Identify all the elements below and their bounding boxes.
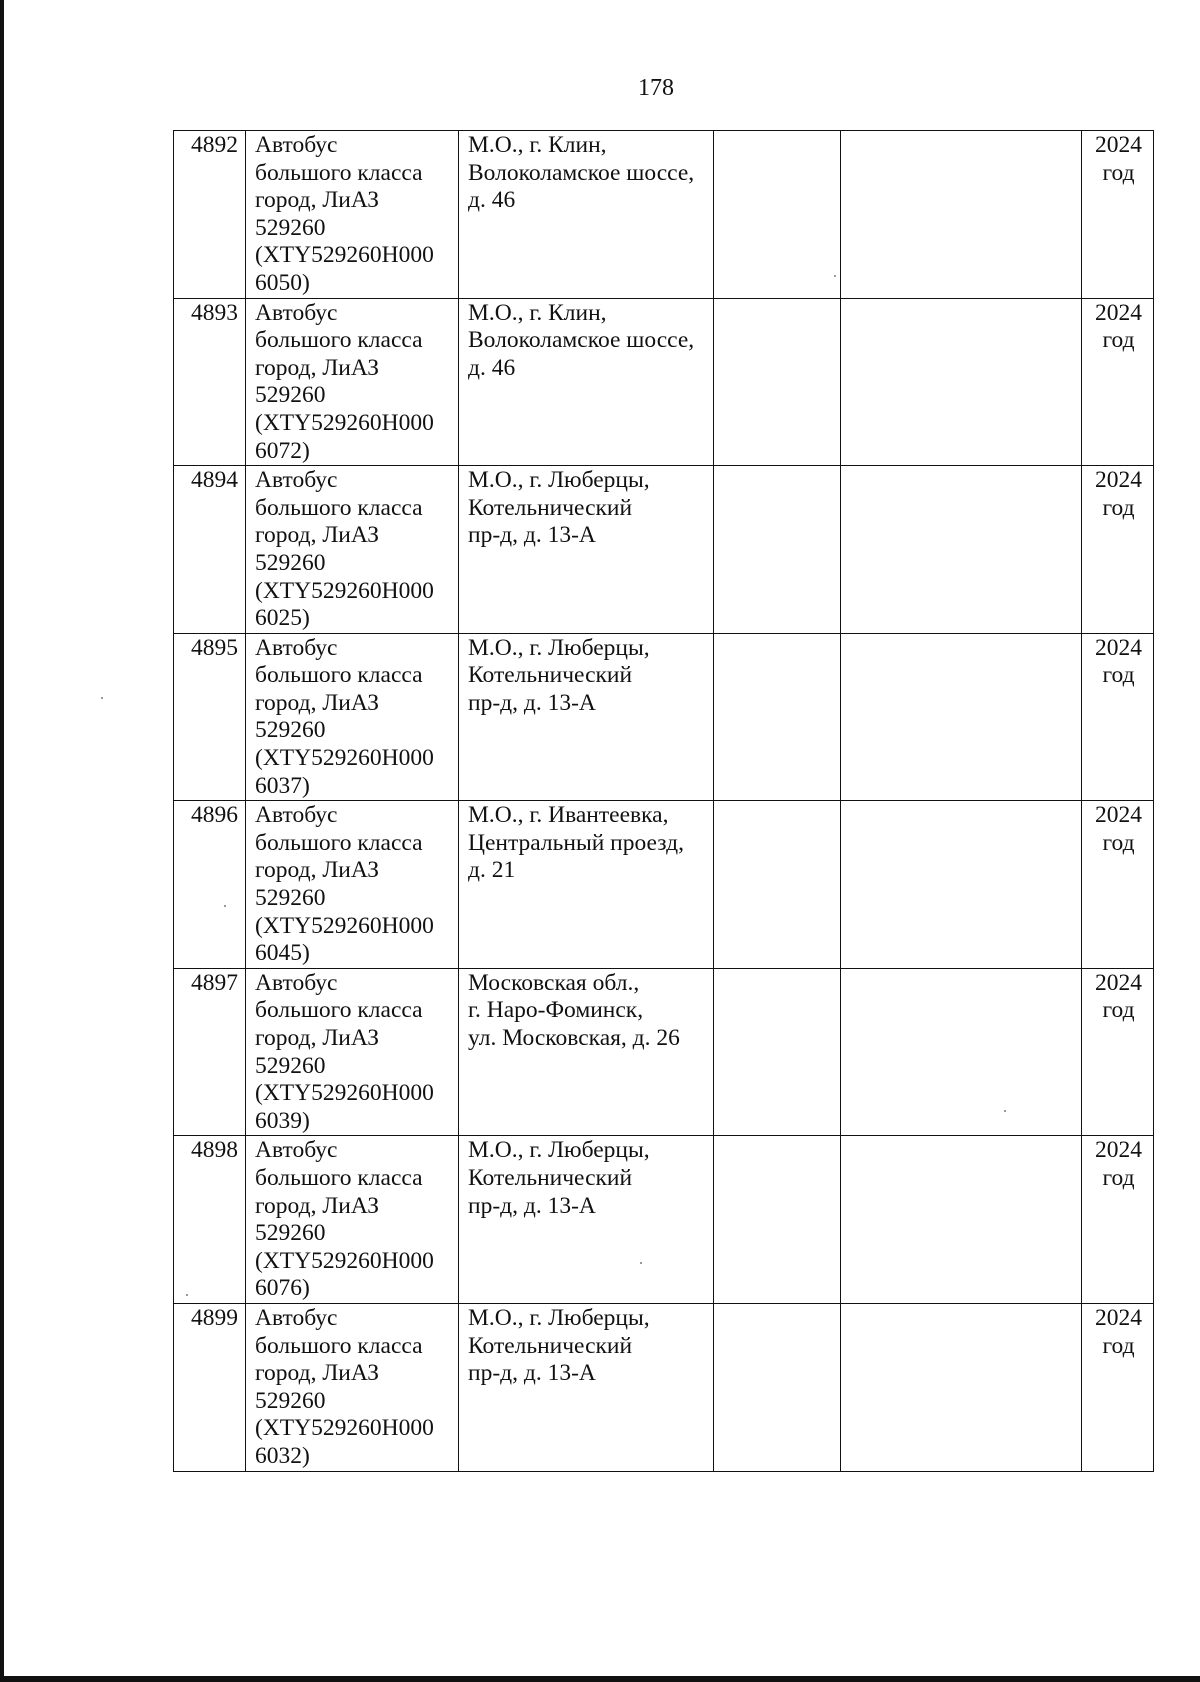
vehicle-description-line: большого класса (255, 159, 423, 186)
empty-cell (714, 131, 841, 299)
vehicle-description-line: Автобус (255, 969, 338, 996)
vehicle-description-line: 529260 (255, 717, 326, 744)
year-value: 2024 (1095, 299, 1142, 326)
year-cell (1082, 801, 1154, 969)
address-cell (459, 801, 714, 969)
address-line: М.О., г. Люберцы, (468, 634, 650, 661)
scan-speck (186, 1294, 188, 1296)
table-row (174, 633, 1154, 801)
year-value: 2024 (1095, 1137, 1142, 1164)
vehicle-description-line: 529260 (255, 382, 326, 409)
scan-speck (224, 905, 226, 907)
vehicle-description-line: город, ЛиАЗ (255, 1192, 380, 1219)
year-value: 2024 (1095, 802, 1142, 829)
empty-cell (841, 968, 1082, 1136)
vehicle-description-line: 6076) (255, 1275, 310, 1302)
address-line: М.О., г. Ивантеевка, (468, 802, 669, 829)
vehicle-description-line: город, ЛиАЗ (255, 354, 380, 381)
year-unit: год (1102, 1332, 1135, 1359)
scan-speck (101, 697, 103, 699)
vehicle-description-cell (246, 131, 459, 299)
table-row (174, 1303, 1154, 1471)
vehicle-description-cell (246, 801, 459, 969)
empty-cell (714, 968, 841, 1136)
empty-cell (841, 633, 1082, 801)
year-unit: год (1102, 662, 1135, 689)
table-body (174, 131, 1154, 1472)
address-line: Котельнический (468, 1332, 633, 1359)
row-number: 4899 (174, 1303, 246, 1471)
row-number: 4893 (174, 298, 246, 466)
scan-bottom-edge (0, 1676, 1200, 1682)
address-cell (459, 968, 714, 1136)
address-cell (459, 466, 714, 634)
vehicle-description-line: 6072) (255, 437, 310, 464)
scan-speck (1004, 1110, 1006, 1112)
table-row (174, 801, 1154, 969)
row-number: 4894 (174, 466, 246, 634)
address-line: М.О., г. Люберцы, (468, 1304, 650, 1331)
year-unit: год (1102, 829, 1135, 856)
address-line: М.О., г. Клин, (468, 299, 607, 326)
vehicle-description-line: большого класса (255, 829, 423, 856)
year-unit: год (1102, 494, 1135, 521)
vehicle-description-line: город, ЛиАЗ (255, 1360, 380, 1387)
year-unit: год (1102, 997, 1135, 1024)
vehicle-description-line: Автобус (255, 467, 338, 494)
vehicle-description-line: город, ЛиАЗ (255, 187, 380, 214)
year-cell (1082, 298, 1154, 466)
year-cell (1082, 1303, 1154, 1471)
address-line: пр-д, д. 13-А (468, 689, 596, 716)
vehicle-description-line: 529260 (255, 1220, 326, 1247)
year-unit: год (1102, 159, 1135, 186)
year-value: 2024 (1095, 132, 1142, 158)
vehicle-description-line: город, ЛиАЗ (255, 689, 380, 716)
row-number: 4897 (174, 968, 246, 1136)
empty-cell (714, 633, 841, 801)
vehicle-description-line: (XTY529260H000 (255, 409, 434, 436)
address-line: М.О., г. Клин, (468, 132, 607, 158)
vehicle-description-line: (XTY529260H000 (255, 577, 434, 604)
year-cell (1082, 466, 1154, 634)
table-row (174, 298, 1154, 466)
address-line: Котельнический (468, 662, 633, 689)
address-cell (459, 1303, 714, 1471)
address-cell (459, 633, 714, 801)
vehicle-description-line: 529260 (255, 1387, 326, 1414)
address-line: Волоколамское шоссе, (468, 327, 695, 354)
empty-cell (841, 298, 1082, 466)
vehicle-description-line: большого класса (255, 1164, 423, 1191)
address-line: М.О., г. Люберцы, (468, 1137, 650, 1164)
empty-cell (841, 466, 1082, 634)
address-line: М.О., г. Люберцы, (468, 467, 650, 494)
vehicle-description-cell (246, 968, 459, 1136)
row-number: 4895 (174, 633, 246, 801)
address-line: д. 21 (468, 857, 516, 884)
vehicle-description-line: Автобус (255, 802, 338, 829)
vehicle-description-line: большого класса (255, 662, 423, 689)
vehicle-description-line: большого класса (255, 1332, 423, 1359)
address-line: д. 46 (468, 187, 516, 214)
vehicle-description-cell (246, 466, 459, 634)
row-number: 4898 (174, 1136, 246, 1304)
vehicle-description-line: 529260 (255, 549, 326, 576)
vehicle-description-line: 6050) (255, 269, 310, 296)
empty-cell (841, 801, 1082, 969)
vehicle-description-line: 6045) (255, 940, 310, 967)
row-number: 4896 (174, 801, 246, 969)
year-cell (1082, 633, 1154, 801)
year-cell (1082, 968, 1154, 1136)
vehicle-description-line: город, ЛиАЗ (255, 857, 380, 884)
address-line: Волоколамское шоссе, (468, 159, 695, 186)
vehicle-registry-table (173, 130, 1154, 1472)
vehicle-description-cell (246, 1303, 459, 1471)
address-line: д. 46 (468, 354, 516, 381)
address-line: Центральный проезд, (468, 829, 684, 856)
vehicle-description-line: Автобус (255, 132, 338, 158)
vehicle-description-line: большого класса (255, 997, 423, 1024)
empty-cell (714, 801, 841, 969)
year-cell (1082, 1136, 1154, 1304)
vehicle-description-line: (XTY529260H000 (255, 1415, 434, 1442)
empty-cell (841, 131, 1082, 299)
table-row (174, 968, 1154, 1136)
vehicle-description-line: город, ЛиАЗ (255, 1025, 380, 1051)
scan-left-edge (0, 0, 4, 1682)
vehicle-description-line: 529260 (255, 1052, 326, 1079)
table-row (174, 466, 1154, 634)
year-value: 2024 (1095, 467, 1142, 494)
table-row (174, 1136, 1154, 1304)
vehicle-description-line: (XTY529260H000 (255, 912, 434, 939)
vehicle-description-line: 6037) (255, 772, 310, 799)
empty-cell (841, 1303, 1082, 1471)
vehicle-description-cell (246, 1136, 459, 1304)
vehicle-description-line: Автобус (255, 1137, 338, 1164)
vehicle-description-line: 529260 (255, 885, 326, 912)
row-number: 4892 (174, 131, 246, 299)
year-unit: год (1102, 327, 1135, 354)
vehicle-description-line: (XTY529260H000 (255, 745, 434, 772)
year-unit: год (1102, 1164, 1135, 1191)
vehicle-description-cell (246, 298, 459, 466)
address-line: Котельнический (468, 1164, 633, 1191)
address-line: ул. Московская, д. 26 (468, 1025, 680, 1051)
vehicle-description-line: Автобус (255, 299, 338, 326)
address-line: пр-д, д. 13-А (468, 1192, 596, 1219)
address-cell (459, 131, 714, 299)
empty-cell (714, 1136, 841, 1304)
year-value: 2024 (1095, 969, 1142, 996)
vehicle-description-cell (246, 633, 459, 801)
empty-cell (841, 1136, 1082, 1304)
year-value: 2024 (1095, 1304, 1142, 1331)
address-line: пр-д, д. 13-А (468, 1360, 596, 1387)
address-line: Московская обл., (468, 969, 640, 996)
address-cell (459, 298, 714, 466)
vehicle-description-line: 6025) (255, 605, 310, 632)
vehicle-description-line: Автобус (255, 634, 338, 661)
vehicle-description-line: 6032) (255, 1442, 310, 1469)
address-line: пр-д, д. 13-А (468, 522, 596, 549)
empty-cell (714, 466, 841, 634)
vehicle-description-line: (XTY529260H000 (255, 1247, 434, 1274)
scan-speck (640, 1262, 642, 1264)
vehicle-description-line: Автобус (255, 1304, 338, 1331)
empty-cell (714, 298, 841, 466)
vehicle-description-line: 6039) (255, 1107, 310, 1134)
scan-speck (834, 275, 836, 277)
vehicle-description-line: город, ЛиАЗ (255, 522, 380, 549)
year-cell (1082, 131, 1154, 299)
vehicle-description-line: 529260 (255, 214, 326, 241)
vehicle-description-line: большого класса (255, 327, 423, 354)
table-row (174, 131, 1154, 299)
vehicle-description-line: (XTY529260H000 (255, 1080, 434, 1107)
address-line: Котельнический (468, 494, 633, 521)
year-value: 2024 (1095, 634, 1142, 661)
vehicle-description-line: большого класса (255, 494, 423, 521)
address-cell (459, 1136, 714, 1304)
vehicle-description-line: (XTY529260H000 (255, 242, 434, 269)
page-number: 178 (638, 75, 674, 101)
empty-cell (714, 1303, 841, 1471)
address-line: г. Наро-Фоминск, (468, 997, 644, 1024)
